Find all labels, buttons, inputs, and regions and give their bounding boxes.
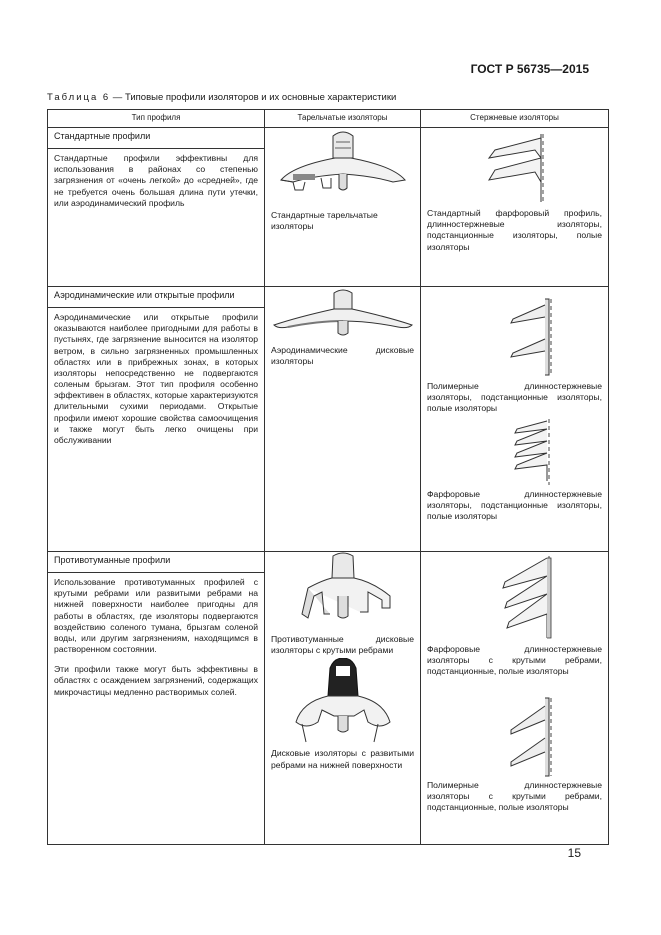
disc-cell [265, 552, 421, 845]
header-profile-type: Тип профиля [48, 110, 265, 128]
rod-cell [421, 287, 609, 552]
aerodynamic-disc-insulator-drawing [268, 287, 418, 343]
standard-disc-insulator-drawing [273, 128, 413, 208]
rod-caption: Полимерные длинностержневые изоляторы, подстанционные изоляторы, полые изоляторы [427, 381, 602, 414]
table-row [48, 552, 609, 845]
table-row [48, 287, 609, 552]
standard-porcelain-rod-drawing [455, 128, 575, 206]
rod-caption: Полимерные длинностержневые изоляторы с крутыми ребрами, подстанционные, полые изоляторы [427, 779, 602, 812]
disc-caption: Дисковые изоляторы с развитыми ребрами на нижней поверхности [271, 748, 414, 770]
table-caption-label: Таблица 6 [47, 92, 111, 103]
underrib-disc-insulator-drawing [278, 658, 408, 746]
profile-description: Использование противотуманных профилей с крутыми ребрами или развитыми ребрами на нижней поверхности наиболее пригодны для работы в областях, где изоляторы подвергаются воздействию соленого тумана, брызгам соленой воды, или другим загрязнениям, находящимся в растворенном состоянии. Эти профили также могут быть эффективны в областях с осаждением загрязнений, содержащих микрочастицы медленно растворимых солей. [54, 577, 258, 697]
profile-title: Противотуманные профили [48, 552, 264, 573]
profile-cell [48, 552, 265, 845]
rod-cell [421, 552, 609, 845]
disc-caption: Стандартные тарельчатые изоляторы [271, 210, 378, 232]
header-rod-insulators: Стержневые изоляторы [421, 110, 609, 128]
header-disc-insulators: Тарельчатые изоляторы [265, 110, 421, 128]
document-number: ГОСТ Р 56735—2015 [470, 62, 589, 76]
disc-caption: Противотуманные дисковые изоляторы с крутыми ребрами [271, 634, 414, 656]
page-number: 15 [567, 846, 581, 860]
antifog-disc-insulator-drawing [278, 552, 408, 632]
profile-cell [48, 287, 265, 552]
antifog-porcelain-rod-drawing [455, 552, 575, 642]
rod-caption: Стандартный фарфоровый профиль, длинностержневые изоляторы, подстанционные изоляторы, полые изоляторы [427, 208, 602, 252]
disc-cell [265, 287, 421, 552]
rod-caption: Фарфоровые длинностержневые изоляторы с крутыми ребрами, подстанционные, полые изоляторы [427, 644, 602, 677]
profile-cell [48, 128, 265, 287]
rod-cell [421, 128, 609, 287]
table-caption-text: — Типовые профили изоляторов и их основные характеристики [110, 92, 397, 103]
table-caption [47, 92, 396, 103]
porcelain-rod-drawing [455, 417, 575, 487]
table-header-row [48, 110, 609, 128]
profile-title: Аэродинамические или открытые профили [48, 287, 264, 308]
polymer-rod-drawing [455, 295, 575, 379]
antifog-polymer-rod-drawing [455, 696, 575, 778]
profile-title: Стандартные профили [48, 128, 264, 149]
disc-caption: Аэродинамические дисковые изоляторы [271, 345, 414, 367]
profile-description: Аэродинамические или открытые профили оказываются наиболее пригодными для работы в пустынях, где загрязнение выносится на изолятор ветром, в сильно загрязненных промышленных областях или в прибрежных зонах, в которых изоляторы непосредственно не подвергаются соленым брызгам. Этот тип профиля особенно эффективен в областях, которые характеризуются длительными сухими периодами. Открытые профили имеют хорошие свойства самоочищения и также могут быть легко очищены при обслуживании [54, 312, 258, 445]
rod-caption: Фарфоровые длинностержневые изоляторы, подстанционные изоляторы, полые изоляторы [427, 488, 602, 521]
profile-description: Стандартные профили эффективны для использования в районах со степенью загрязнения от «очень легкой» до «средней», где не требуется очень большая длина пути утечки, или аэродинамический профиль [54, 153, 258, 208]
insulator-profiles-table [47, 109, 609, 845]
table-row [48, 128, 609, 287]
disc-cell [265, 128, 421, 287]
